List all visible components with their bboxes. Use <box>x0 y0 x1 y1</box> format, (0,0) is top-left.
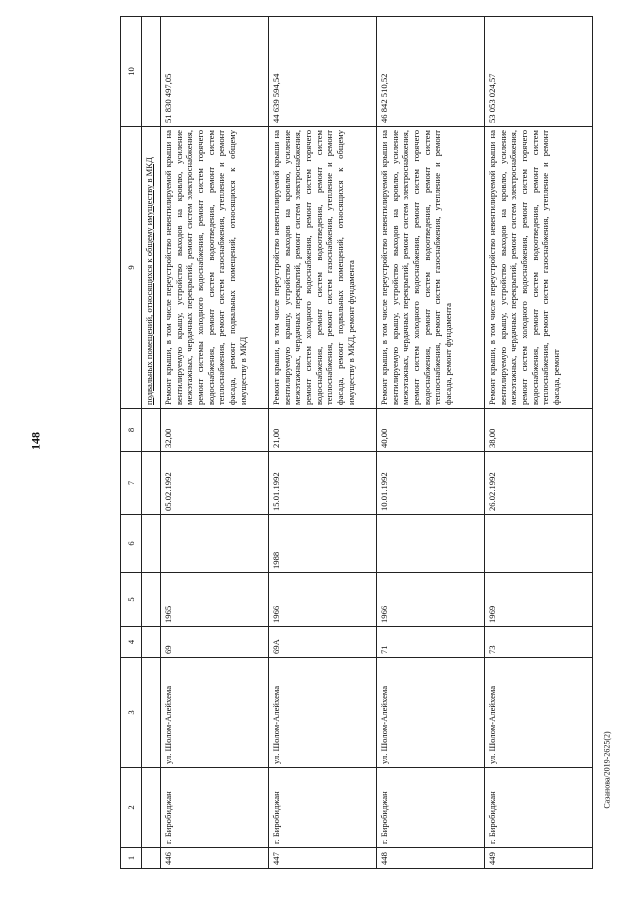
city-cell: г. Биробиджан <box>161 768 269 848</box>
header-cell: 8 <box>121 409 142 452</box>
empty-cell <box>142 848 161 869</box>
table-row <box>485 17 593 869</box>
year-cell: 1966 <box>377 573 485 627</box>
header-cell: 9 <box>121 127 142 409</box>
city-cell: г. Биробиджан <box>485 768 593 848</box>
empty-cell <box>142 452 161 515</box>
table-row <box>377 17 485 869</box>
empty-cell <box>142 658 161 768</box>
page-number: 148 <box>28 432 43 450</box>
table-row <box>269 17 377 869</box>
footer-code: Сазанова/2019-2625(2) <box>602 731 612 809</box>
street-cell: ул. Шолом-Алейхема <box>161 658 269 768</box>
row-number: 447 <box>269 848 377 869</box>
row-number: 446 <box>161 848 269 869</box>
col6-cell <box>161 515 269 573</box>
date-cell: 05.02.1992 <box>161 452 269 515</box>
street-cell: ул. Шолом-Алейхема <box>269 658 377 768</box>
header-cell: 6 <box>121 515 142 573</box>
house-cell: 71 <box>377 627 485 658</box>
header-cell: 10 <box>121 17 142 127</box>
empty-cell <box>142 627 161 658</box>
empty-cell <box>142 768 161 848</box>
header-cell: 5 <box>121 573 142 627</box>
col6-cell <box>485 515 593 573</box>
year-cell: 1965 <box>161 573 269 627</box>
empty-cell <box>142 17 161 127</box>
city-cell: г. Биробиджан <box>269 768 377 848</box>
works-cell: Ремонт крыши, в том числе переустройство невентилируемой крыши на вентилируемую крышу, устройство выходов на кровлю, усиление межэтажных, чердачных перекрытий, ремонт систем электроснабжения, ремонт систем холодного водоснабжения, ремонт систем горячего водоснабжения, ремонт систем водоотведения, ремонт систем теплоснабжения, ремонт систем газоснабжения, утепление и ремонт фасада, ремонт подвальных помещений, относящихся к общему имуществу в МКД, ремонт фундамента <box>269 127 377 409</box>
amount-cell: 51 830 497,05 <box>161 17 269 127</box>
row-number: 448 <box>377 848 485 869</box>
amount-cell: 46 842 510,52 <box>377 17 485 127</box>
table-row <box>161 17 269 869</box>
works-cell: Ремонт крыши, в том числе переустройство невентилируемой крыши на вентилируемую крышу, устройство выходов на кровлю, усиление межэтажных, чердачных перекрытий, ремонт систем электроснабжения, ремонт систем холодного водоснабжения, ремонт систем горячего водоснабжения, ремонт систем водоотведения, ремонт систем теплоснабжения, ремонт систем газоснабжения, утепление и ремонт фасада, ремонт фундамента <box>377 127 485 409</box>
date-cell: 26.02.1992 <box>485 452 593 515</box>
header-cell: 1 <box>121 848 142 869</box>
street-cell: ул. Шолом-Алейхема <box>377 658 485 768</box>
header-cell: 7 <box>121 452 142 515</box>
year-cell: 1969 <box>485 573 593 627</box>
col8-cell: 32,00 <box>161 409 269 452</box>
header-cell: 4 <box>121 627 142 658</box>
empty-cell <box>142 573 161 627</box>
amount-cell: 53 053 024,57 <box>485 17 593 127</box>
row-number: 449 <box>485 848 593 869</box>
empty-cell <box>142 515 161 573</box>
house-cell: 69А <box>269 627 377 658</box>
col8-cell: 21,00 <box>269 409 377 452</box>
header-cell: 2 <box>121 768 142 848</box>
col8-cell: 38,00 <box>485 409 593 452</box>
continuation-text: подвальных помещений, относящихся к общему имуществу в МКД <box>142 127 161 409</box>
col6-cell <box>377 515 485 573</box>
table-container <box>120 17 600 869</box>
house-cell: 73 <box>485 627 593 658</box>
street-cell: ул. Шолом-Алейхема <box>485 658 593 768</box>
empty-cell <box>142 409 161 452</box>
header-cell: 3 <box>121 658 142 768</box>
header-row <box>121 17 142 869</box>
col6-cell: 1988 <box>269 515 377 573</box>
amount-cell: 44 639 594,54 <box>269 17 377 127</box>
col8-cell: 40,00 <box>377 409 485 452</box>
date-cell: 10.01.1992 <box>377 452 485 515</box>
date-cell: 15.01.1992 <box>269 452 377 515</box>
continuation-row <box>142 17 161 869</box>
works-cell: Ремонт крыши, в том числе переустройство невентилируемой крыши на вентилируемую крышу, устройство выходов на кровлю, усиление межэтажных, чердачных перекрытий, ремонт систем электроснабжения, ремонт системы холодного водоснабжения, ремонт систем горячего водоснабжения, ремонт систем водоотведения, ремонт систем теплоснабжения, ремонт систем газоснабжения, утепление и ремонт фасада, ремонт подвальных помещений, относящихся к общему имуществу в МКД <box>161 127 269 409</box>
year-cell: 1966 <box>269 573 377 627</box>
housing-repair-table <box>120 16 593 869</box>
city-cell: г. Биробиджан <box>377 768 485 848</box>
works-cell: Ремонт крыши, в том числе переустройство невентилируемой крыши на вентилируемую крышу, устройство выходов на кровлю, усиление межэтажных, чердачных перекрытий, ремонт систем электроснабжения, ремонт систем холодного водоснабжения, ремонт систем горячего водоснабжения, ремонт систем водоотведения, ремонт систем теплоснабжения, ремонт систем газоснабжения, утепление и ремонт фасада, ремонт <box>485 127 593 409</box>
house-cell: 69 <box>161 627 269 658</box>
